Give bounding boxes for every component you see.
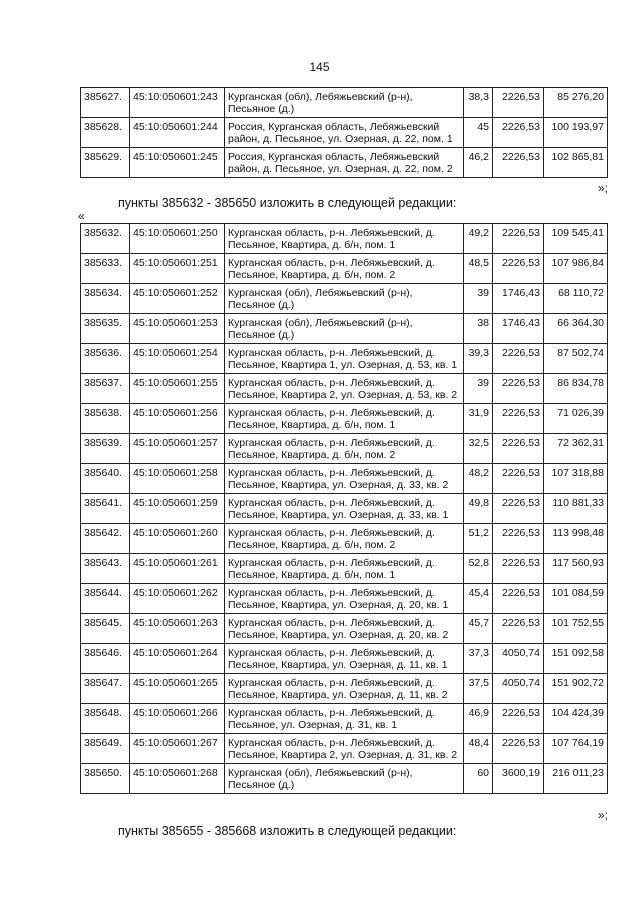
table-row <box>81 374 608 404</box>
specific-cadastral-value-cell: 2226,53 <box>493 88 544 118</box>
closing-quote: »; <box>597 181 608 195</box>
specific-cadastral-value-cell: 4050,74 <box>493 674 544 704</box>
cadastral-value-cell: 100 193,97 <box>544 118 608 148</box>
table-row <box>81 254 608 284</box>
cadastral-value-cell: 101 084,59 <box>544 584 608 614</box>
cadastral-number-cell: 45:10:050601:268 <box>130 764 225 794</box>
area-cell: 46,9 <box>464 704 493 734</box>
area-cell: 38 <box>464 314 493 344</box>
address-cell: Курганская (обл), Лебяжьевский (р-н), Песьяное (д.) <box>225 764 464 794</box>
row-number-cell: 385636. <box>81 344 130 374</box>
row-number-cell: 385628. <box>81 118 130 148</box>
specific-cadastral-value-cell: 2226,53 <box>493 118 544 148</box>
address-cell: Курганская область, р-н. Лебяжьевский, д. Песьяное, Квартира, ул. Озерная, д. 20, кв. 2 <box>225 614 464 644</box>
cadastral-value-cell: 68 110,72 <box>544 284 608 314</box>
row-number-cell: 385649. <box>81 734 130 764</box>
cadastral-value-cell: 87 502,74 <box>544 344 608 374</box>
cadastral-number-cell: 45:10:050601:260 <box>130 524 225 554</box>
table-row <box>81 404 608 434</box>
row-number-cell: 385642. <box>81 524 130 554</box>
table-row <box>81 148 608 178</box>
area-cell: 51,2 <box>464 524 493 554</box>
specific-cadastral-value-cell: 2226,53 <box>493 434 544 464</box>
address-cell: Курганская область, р-н. Лебяжьевский, д. Песьяное, ул. Озерная, д. 31, кв. 1 <box>225 704 464 734</box>
row-number-cell: 385639. <box>81 434 130 464</box>
address-cell: Россия, Курганская область, Лебяжьевский район, д. Песьяное, ул. Озерная, д. 22, пом. 2 <box>225 148 464 178</box>
address-cell: Курганская область, р-н. Лебяжьевский, д. Песьяное, Квартира, ул. Озерная, д. 33, кв. 2 <box>225 464 464 494</box>
specific-cadastral-value-cell: 1746,43 <box>493 314 544 344</box>
cadastral-value-cell: 216 011,23 <box>544 764 608 794</box>
specific-cadastral-value-cell: 2226,53 <box>493 374 544 404</box>
specific-cadastral-value-cell: 2226,53 <box>493 404 544 434</box>
cadastral-value-cell: 104 424,39 <box>544 704 608 734</box>
cadastral-number-cell: 45:10:050601:263 <box>130 614 225 644</box>
area-cell: 60 <box>464 764 493 794</box>
row-number-cell: 385632. <box>81 224 130 254</box>
address-cell: Курганская область, р-н. Лебяжьевский, д. Песьяное, Квартира 2, ул. Озерная, д. 31, кв. 2 <box>225 734 464 764</box>
area-cell: 45 <box>464 118 493 148</box>
row-number-cell: 385635. <box>81 314 130 344</box>
row-number-cell: 385641. <box>81 494 130 524</box>
address-cell: Курганская область, р-н. Лебяжьевский, д. Песьяное, Квартира, ул. Озерная, д. 11, кв. 1 <box>225 644 464 674</box>
registry-table-block-1 <box>80 87 608 178</box>
table-row <box>81 434 608 464</box>
cadastral-number-cell: 45:10:050601:262 <box>130 584 225 614</box>
row-number-cell: 385629. <box>81 148 130 178</box>
address-cell: Курганская область, р-н. Лебяжьевский, д. Песьяное, Квартира, ул. Озерная, д. 11, кв. 2 <box>225 674 464 704</box>
cadastral-value-cell: 86 834,78 <box>544 374 608 404</box>
address-cell: Курганская область, р-н. Лебяжьевский, д. Песьяное, Квартира, ул. Озерная, д. 20, кв. 1 <box>225 584 464 614</box>
cadastral-number-cell: 45:10:050601:264 <box>130 644 225 674</box>
specific-cadastral-value-cell: 1746,43 <box>493 284 544 314</box>
cadastral-value-cell: 107 318,88 <box>544 464 608 494</box>
area-cell: 48,4 <box>464 734 493 764</box>
address-cell: Россия, Курганская область, Лебяжьевский район, д. Песьяное, ул. Озерная, д. 22, пом. 1 <box>225 118 464 148</box>
table-row <box>81 224 608 254</box>
specific-cadastral-value-cell: 2226,53 <box>493 614 544 644</box>
cadastral-value-cell: 107 986,84 <box>544 254 608 284</box>
area-cell: 39 <box>464 374 493 404</box>
row-number-cell: 385627. <box>81 88 130 118</box>
specific-cadastral-value-cell: 2226,53 <box>493 224 544 254</box>
row-number-cell: 385634. <box>81 284 130 314</box>
table-row <box>81 644 608 674</box>
address-cell: Курганская область, р-н. Лебяжьевский, д. Песьяное, Квартира, д. б/н, пом. 1 <box>225 404 464 434</box>
cadastral-number-cell: 45:10:050601:259 <box>130 494 225 524</box>
area-cell: 37,5 <box>464 674 493 704</box>
specific-cadastral-value-cell: 2226,53 <box>493 344 544 374</box>
table-row <box>81 734 608 764</box>
specific-cadastral-value-cell: 3600,19 <box>493 764 544 794</box>
cadastral-number-cell: 45:10:050601:255 <box>130 374 225 404</box>
cadastral-value-cell: 107 764,19 <box>544 734 608 764</box>
address-cell: Курганская область, р-н. Лебяжьевский, д. Песьяное, Квартира, д. б/н, пом. 1 <box>225 554 464 584</box>
address-cell: Курганская область, р-н. Лебяжьевский, д. Песьяное, Квартира, д. б/н, пом. 2 <box>225 434 464 464</box>
cadastral-value-cell: 71 026,39 <box>544 404 608 434</box>
area-cell: 39,3 <box>464 344 493 374</box>
address-cell: Курганская (обл), Лебяжьевский (р-н), Песьяное (д.) <box>225 314 464 344</box>
row-number-cell: 385646. <box>81 644 130 674</box>
cadastral-number-cell: 45:10:050601:265 <box>130 674 225 704</box>
cadastral-number-cell: 45:10:050601:243 <box>130 88 225 118</box>
cadastral-value-cell: 110 881,33 <box>544 494 608 524</box>
cadastral-number-cell: 45:10:050601:256 <box>130 404 225 434</box>
specific-cadastral-value-cell: 2226,53 <box>493 464 544 494</box>
row-number-cell: 385640. <box>81 464 130 494</box>
cadastral-value-cell: 102 865,81 <box>544 148 608 178</box>
specific-cadastral-value-cell: 2226,53 <box>493 494 544 524</box>
registry-table-body <box>81 224 608 794</box>
table-row <box>81 118 608 148</box>
specific-cadastral-value-cell: 4050,74 <box>493 644 544 674</box>
area-cell: 39 <box>464 284 493 314</box>
address-cell: Курганская область, р-н. Лебяжьевский, д. Песьяное, Квартира, д. б/н, пом. 2 <box>225 254 464 284</box>
cadastral-value-cell: 72 362,31 <box>544 434 608 464</box>
area-cell: 46,2 <box>464 148 493 178</box>
area-cell: 45,7 <box>464 614 493 644</box>
address-cell: Курганская область, р-н. Лебяжьевский, д. Песьяное, Квартира 2, ул. Озерная, д. 53, кв. 2 <box>225 374 464 404</box>
table-row <box>81 584 608 614</box>
address-cell: Курганская (обл), Лебяжьевский (р-н), Песьяное (д.) <box>225 88 464 118</box>
table-row <box>81 704 608 734</box>
address-cell: Курганская область, р-н. Лебяжьевский, д. Песьяное, Квартира, д. б/н, пом. 1 <box>225 224 464 254</box>
specific-cadastral-value-cell: 2226,53 <box>493 554 544 584</box>
cadastral-number-cell: 45:10:050601:250 <box>130 224 225 254</box>
row-number-cell: 385638. <box>81 404 130 434</box>
row-number-cell: 385650. <box>81 764 130 794</box>
cadastral-number-cell: 45:10:050601:253 <box>130 314 225 344</box>
cadastral-value-cell: 85 276,20 <box>544 88 608 118</box>
cadastral-number-cell: 45:10:050601:254 <box>130 344 225 374</box>
row-number-cell: 385633. <box>81 254 130 284</box>
specific-cadastral-value-cell: 2226,53 <box>493 584 544 614</box>
table-row <box>81 554 608 584</box>
table-row <box>81 494 608 524</box>
cadastral-value-cell: 151 902,72 <box>544 674 608 704</box>
area-cell: 31,9 <box>464 404 493 434</box>
table-row <box>81 524 608 554</box>
table-row <box>81 464 608 494</box>
area-cell: 48,2 <box>464 464 493 494</box>
cadastral-number-cell: 45:10:050601:245 <box>130 148 225 178</box>
opening-quote: « <box>78 209 85 223</box>
row-number-cell: 385645. <box>81 614 130 644</box>
table-row <box>81 674 608 704</box>
row-number-cell: 385637. <box>81 374 130 404</box>
specific-cadastral-value-cell: 2226,53 <box>493 734 544 764</box>
cadastral-value-cell: 117 560,93 <box>544 554 608 584</box>
area-cell: 49,2 <box>464 224 493 254</box>
cadastral-value-cell: 113 998,48 <box>544 524 608 554</box>
table-row <box>81 88 608 118</box>
cadastral-number-cell: 45:10:050601:267 <box>130 734 225 764</box>
cadastral-number-cell: 45:10:050601:252 <box>130 284 225 314</box>
area-cell: 45,4 <box>464 584 493 614</box>
area-cell: 49,8 <box>464 494 493 524</box>
table-row <box>81 284 608 314</box>
page-number: 145 <box>309 60 330 74</box>
cadastral-number-cell: 45:10:050601:257 <box>130 434 225 464</box>
amendment-instruction: пункты 385632 - 385650 изложить в следующей редакции: <box>118 196 457 210</box>
address-cell: Курганская область, р-н. Лебяжьевский, д. Песьяное, Квартира, ул. Озерная, д. 33, кв. 1 <box>225 494 464 524</box>
specific-cadastral-value-cell: 2226,53 <box>493 148 544 178</box>
registry-table-block-2 <box>80 223 608 794</box>
area-cell: 52,8 <box>464 554 493 584</box>
cadastral-value-cell: 151 092,58 <box>544 644 608 674</box>
address-cell: Курганская область, р-н. Лебяжьевский, д. Песьяное, Квартира, д. б/н, пом. 2 <box>225 524 464 554</box>
row-number-cell: 385644. <box>81 584 130 614</box>
cadastral-value-cell: 109 545,41 <box>544 224 608 254</box>
address-cell: Курганская область, р-н. Лебяжьевский, д. Песьяное, Квартира 1, ул. Озерная, д. 53, кв. 1 <box>225 344 464 374</box>
cadastral-number-cell: 45:10:050601:251 <box>130 254 225 284</box>
table-row <box>81 344 608 374</box>
row-number-cell: 385648. <box>81 704 130 734</box>
registry-table-body <box>81 88 608 178</box>
amendment-instruction: пункты 385655 - 385668 изложить в следующей редакции: <box>118 824 457 838</box>
specific-cadastral-value-cell: 2226,53 <box>493 254 544 284</box>
table-row <box>81 614 608 644</box>
table-row <box>81 764 608 794</box>
row-number-cell: 385643. <box>81 554 130 584</box>
specific-cadastral-value-cell: 2226,53 <box>493 704 544 734</box>
closing-quote: »; <box>597 808 608 822</box>
area-cell: 48,5 <box>464 254 493 284</box>
row-number-cell: 385647. <box>81 674 130 704</box>
cadastral-number-cell: 45:10:050601:261 <box>130 554 225 584</box>
specific-cadastral-value-cell: 2226,53 <box>493 524 544 554</box>
area-cell: 38,3 <box>464 88 493 118</box>
area-cell: 37,3 <box>464 644 493 674</box>
area-cell: 32,5 <box>464 434 493 464</box>
cadastral-value-cell: 66 364,30 <box>544 314 608 344</box>
address-cell: Курганская (обл), Лебяжьевский (р-н), Песьяное (д.) <box>225 284 464 314</box>
cadastral-number-cell: 45:10:050601:266 <box>130 704 225 734</box>
cadastral-value-cell: 101 752,55 <box>544 614 608 644</box>
cadastral-number-cell: 45:10:050601:258 <box>130 464 225 494</box>
cadastral-number-cell: 45:10:050601:244 <box>130 118 225 148</box>
table-row <box>81 314 608 344</box>
